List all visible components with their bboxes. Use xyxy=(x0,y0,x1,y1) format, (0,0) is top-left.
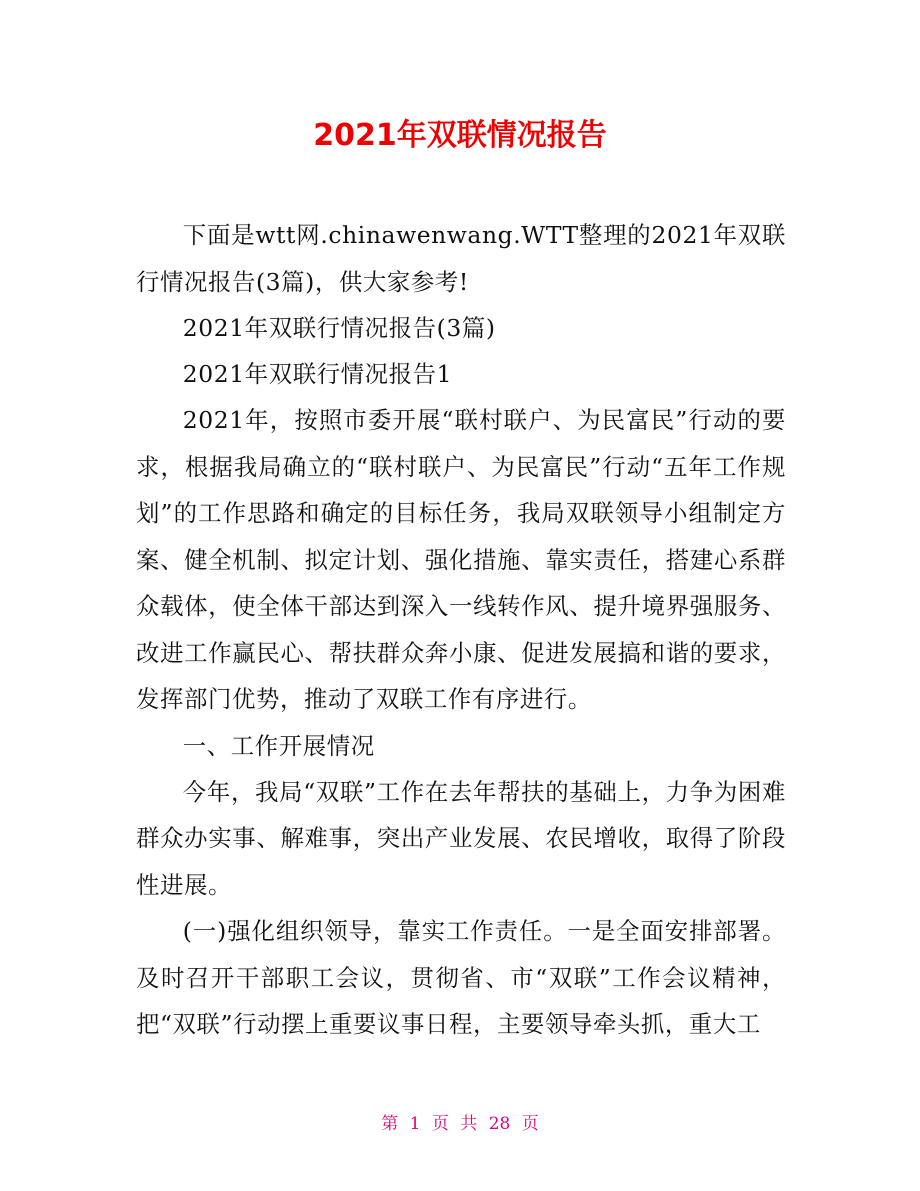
paragraph-organization: (一)强化组织领导，靠实工作责任。一是全面安排部署。及时召开干部职工会议，贯彻省、市“双联”工作会议精神，把“双联”行动摆上重要议事日程，主要领导牵头抓，重大工 xyxy=(136,917,786,1038)
page-number-footer: 第 1 页 共 28 页 xyxy=(381,1114,539,1134)
section-heading-work: 一、工作开展情况 xyxy=(182,731,375,760)
paragraph-subtitle: 2021年双联行情况报告(3篇) xyxy=(182,314,496,342)
document-title: 2021年双联情况报告 xyxy=(313,118,607,153)
paragraph-report-heading: 2021年双联行情况报告1 xyxy=(182,360,453,388)
document-body xyxy=(136,212,786,1048)
paragraph-overview: 2021年，按照市委开展“联村联户、为民富民”行动的要求，根据我局确立的“联村联户、为民富民”行动“五年工作规划”的工作思路和确定的目标任务，我局双联领导小组制定方案、健全机制、拟定计划、强化措施、靠实责任，搭建心系群众载体，使全体干部达到深入一线转作风、提升境界强服务、改进工作赢民心、帮扶群众奔小康、促进发展搞和谐的要求，发挥部门优势，推动了双联工作有序进行。 xyxy=(136,406,786,713)
paragraph-intro: 下面是wtt网.chinawenwang.WTT整理的2021年双联行情况报告(3篇)，供大家参考! xyxy=(136,221,786,296)
paragraph-progress: 今年，我局“双联”工作在去年帮扶的基础上，力争为困难群众办实事、解难事，突出产业发展、农民增收，取得了阶段性进展。 xyxy=(136,777,786,899)
